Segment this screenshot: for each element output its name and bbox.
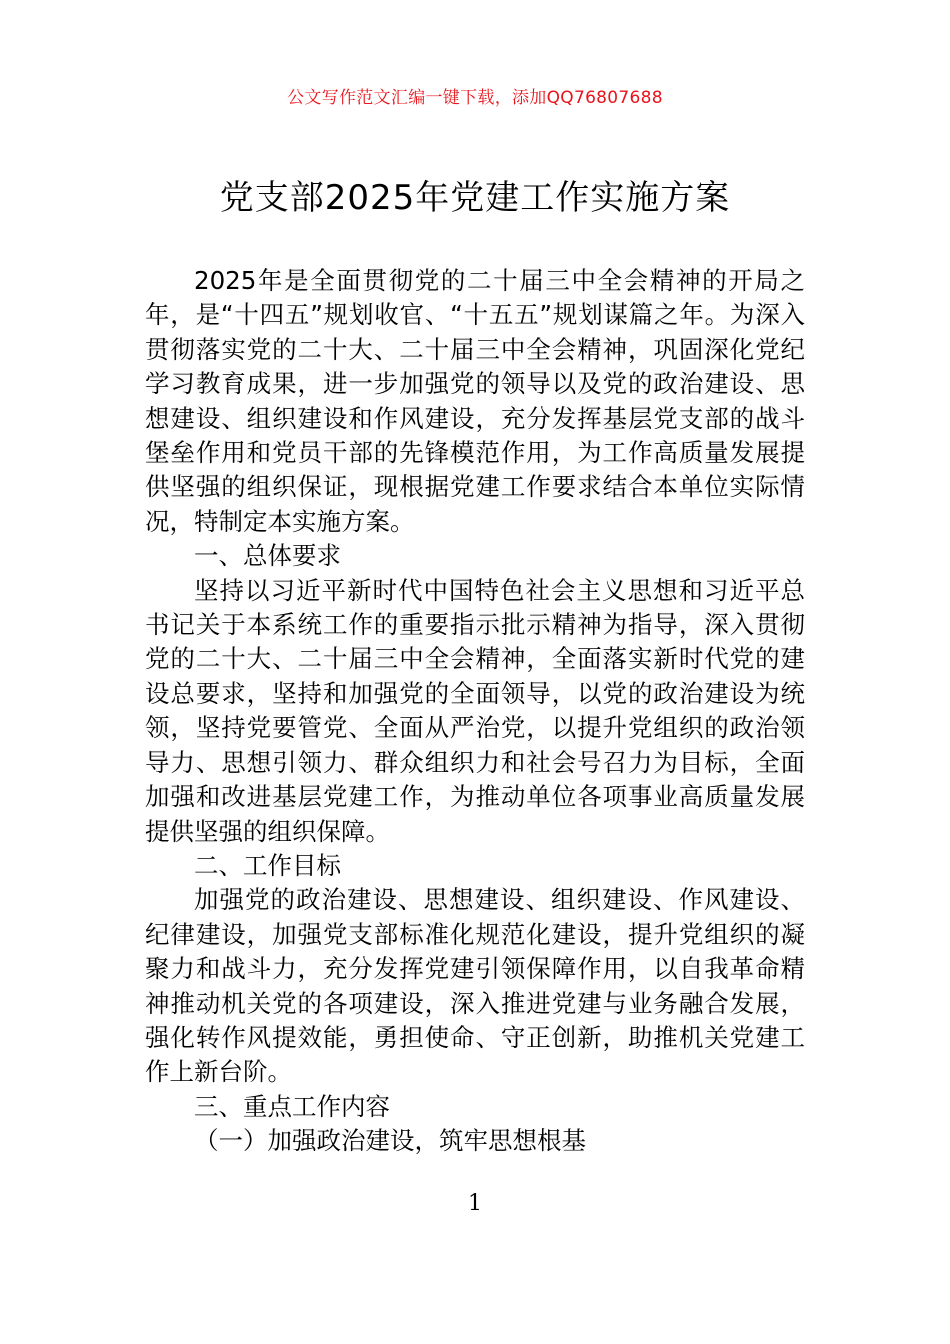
overall-requirements-paragraph: 坚持以习近平新时代中国特色社会主义思想和习近平总书记关于本系统工作的重要指示批示精神为指导，深入贯彻党的二十大、二十届三中全会精神，全面落实新时代党的建设总要求，坚持和加强党的全面领导，以党的政治建设为统领，坚持党要管党、全面从严治党，以提升党组织的政治领导力、思想引领力、群众组织力和社会号召力为目标，全面加强和改进基层党建工作，为推动单位各项事业高质量发展提供坚强的组织保障。 bbox=[145, 575, 805, 846]
work-goals-paragraph: 加强党的政治建设、思想建设、组织建设、作风建设、纪律建设，加强党支部标准化规范化建设，提升党组织的凝聚力和战斗力，充分发挥党建引领保障作用，以自我革命精神推动机关党的各项建设，深入推进党建与业务融合发展，强化转作风提效能，勇担使命、守正创新，助推机关党建工作上新台阶。 bbox=[145, 885, 805, 1087]
section-heading-overall-requirements: 一、总体要求 bbox=[194, 541, 341, 571]
section-heading-key-work: 三、重点工作内容 bbox=[194, 1091, 390, 1121]
section-heading-work-goals: 二、工作目标 bbox=[194, 850, 341, 880]
download-banner: 公文写作范文汇编一键下载，添加QQ76807688 bbox=[287, 88, 663, 108]
intro-paragraph: 2025年是全面贯彻党的二十届三中全会精神的开局之年，是“十四五”规划收官、“十五五”规划谋篇之年。为深入贯彻落实党的二十大、二十届三中全会精神，巩固深化党纪学习教育成果，进一步加强党的领导以及党的政治建设、思想建设、组织建设和作风建设，充分发挥基层党支部的战斗堡垒作用和党员干部的先锋模范作用，为工作高质量发展提供坚强的组织保证，现根据党建工作要求结合本单位实际情况，特制定本实施方案。 bbox=[145, 266, 805, 536]
document-body bbox=[145, 264, 805, 1159]
page-title: 党支部2025年党建工作实施方案 bbox=[219, 178, 731, 218]
page-number: 1 bbox=[468, 1191, 482, 1216]
subsection-heading-political-building: （一）加强政治建设，筑牢思想根基 bbox=[194, 1126, 586, 1156]
